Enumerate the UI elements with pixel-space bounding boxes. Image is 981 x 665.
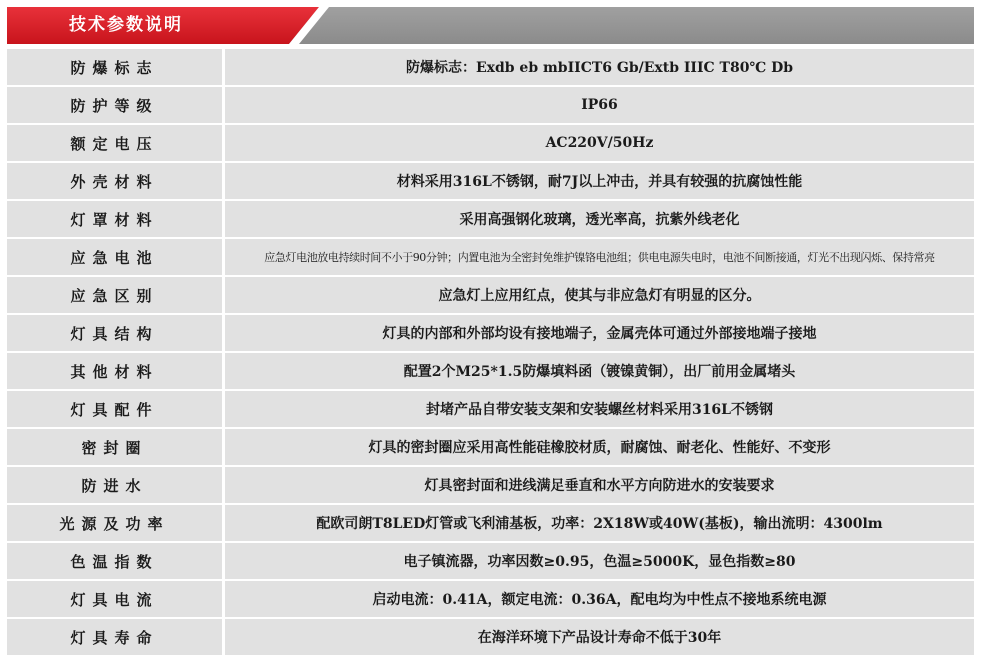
table-row — [7, 429, 974, 465]
table-row — [7, 619, 974, 655]
row-value: 应急灯上应用红点，使其与非应急灯有明显的区分。 — [225, 277, 974, 313]
row-label: 密封圈 — [7, 429, 222, 465]
table-row — [7, 163, 974, 199]
table-row — [7, 201, 974, 237]
row-label: 光源及功率 — [7, 505, 222, 541]
table-row — [7, 277, 974, 313]
row-label: 应急区别 — [7, 277, 222, 313]
spec-table — [7, 49, 974, 657]
row-label: 其他材料 — [7, 353, 222, 389]
table-row — [7, 125, 974, 161]
row-label: 防护等级 — [7, 87, 222, 123]
row-label: 防爆标志 — [7, 49, 222, 85]
table-row — [7, 353, 974, 389]
row-value: 启动电流：0.41A，额定电流：0.36A，配电均为中性点不接地系统电源 — [225, 581, 974, 617]
row-value: AC220V/50Hz — [225, 125, 974, 161]
row-value: 电子镇流器，功率因数≥0.95，色温≥5000K，显色指数≥80 — [225, 543, 974, 579]
row-label: 防进水 — [7, 467, 222, 503]
row-label: 灯具结构 — [7, 315, 222, 351]
row-label: 灯具电流 — [7, 581, 222, 617]
table-row — [7, 391, 974, 427]
table-row — [7, 239, 974, 275]
row-value: 灯具的内部和外部均设有接地端子，金属壳体可通过外部接地端子接地 — [225, 315, 974, 351]
row-value: 封堵产品自带安装支架和安装螺丝材料采用316L不锈钢 — [225, 391, 974, 427]
row-label: 灯具寿命 — [7, 619, 222, 655]
row-value: IP66 — [225, 87, 974, 123]
section-title: 技术参数说明 — [69, 15, 183, 35]
table-row — [7, 49, 974, 85]
table-row — [7, 543, 974, 579]
row-value: 配置2个M25*1.5防爆填料函（镀镍黄铜），出厂前用金属堵头 — [225, 353, 974, 389]
row-value: 灯具的密封圈应采用高性能硅橡胶材质，耐腐蚀、耐老化、性能好、不变形 — [225, 429, 974, 465]
section-header — [7, 7, 974, 44]
table-row — [7, 467, 974, 503]
row-value: 灯具密封面和进线满足垂直和水平方向防进水的安装要求 — [225, 467, 974, 503]
row-label: 灯具配件 — [7, 391, 222, 427]
row-value: 在海洋环境下产品设计寿命不低于30年 — [225, 619, 974, 655]
row-value: 配欧司朗T8LED灯管或飞利浦基板，功率：2X18W或40W(基板)，输出流明：4300lm — [225, 505, 974, 541]
table-row — [7, 315, 974, 351]
table-row — [7, 581, 974, 617]
row-label: 色温指数 — [7, 543, 222, 579]
row-label: 应急电池 — [7, 239, 222, 275]
row-value: 防爆标志：Exdb eb mbIICT6 Gb/Extb IIIC T80℃ Db — [225, 49, 974, 85]
table-row — [7, 505, 974, 541]
row-label: 额定电压 — [7, 125, 222, 161]
spec-sheet — [7, 7, 974, 657]
row-value: 采用高强钢化玻璃，透光率高，抗紫外线老化 — [225, 201, 974, 237]
row-value: 应急灯电池放电持续时间不小于90分钟；内置电池为全密封免维护镍铬电池组；供电电源失电时，电池不间断接通，灯光不出现闪烁、保持常亮 — [225, 239, 974, 275]
row-value: 材料采用316L不锈钢，耐7J以上冲击，并具有较强的抗腐蚀性能 — [225, 163, 974, 199]
row-label: 外壳材料 — [7, 163, 222, 199]
row-label: 灯罩材料 — [7, 201, 222, 237]
table-row — [7, 87, 974, 123]
